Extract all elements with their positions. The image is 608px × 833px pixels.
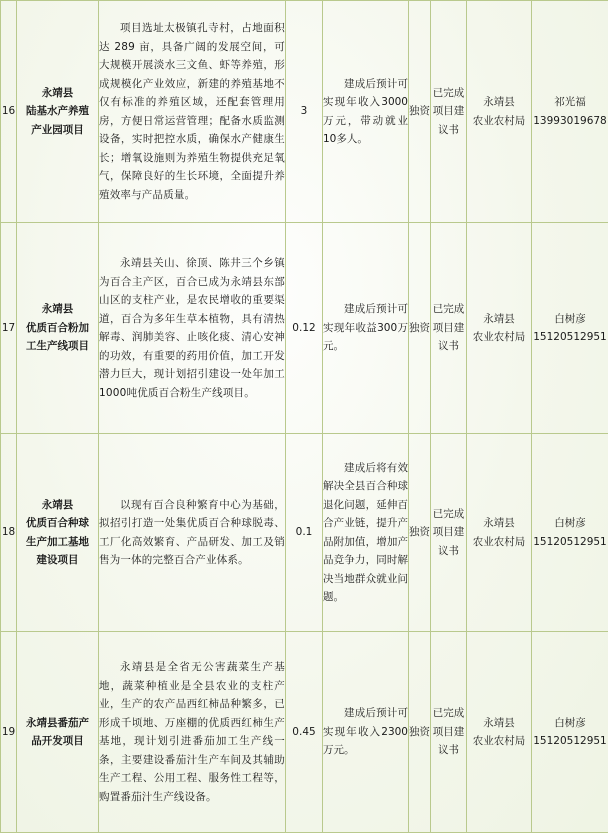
- table-row: [1, 632, 608, 833]
- project-number: 18: [1, 434, 17, 632]
- project-description: 永靖县是全省无公害蔬菜生产基地，蔬菜种植业是全县农业的支柱产业，生产的农产品西红柿品种繁多，已形成千顷地、万座棚的优质西红柿生产基地，现计划引进番茄加工生产线一条，主要建设番茄汁生产车间及其辅助生产工程、公用工程、服务性工程等，购置番茄汁生产线设备。: [99, 632, 286, 833]
- investment-amount: 0.12: [286, 223, 323, 434]
- cooperation-mode: 独资: [409, 1, 431, 223]
- investment-amount: 3: [286, 1, 323, 223]
- contact-phone: 13993019678: [532, 112, 608, 131]
- project-description: 永靖县关山、徐顶、陈井三个乡镇为百合主产区，百合已成为永靖县东部山区的支柱产业，是农民增收的重要渠道，百合为多年生草本植物，具有清热解毒、润肺美容、止咳化痰、清心安神的功效，有重要的药用价值，加工开发潜力巨大，现计划招引建设一处年加工1000吨优质百合粉生产线项目。: [99, 223, 286, 434]
- contact-phone: 15120512951: [532, 533, 608, 552]
- contact-info: [532, 632, 608, 833]
- project-status: 已完成项目建议书: [431, 223, 467, 434]
- expected-benefit: 建成后预计可实现年收益300万元。: [323, 223, 409, 434]
- expected-benefit: 建成后将有效解决全县百合种球退化问题，延伸百合产业链，提升产品附加值，增加产品竞争力，同时解决当地群众就业问题。: [323, 434, 409, 632]
- contact-name: 祁光福: [532, 93, 608, 112]
- expected-benefit: 建成后预计可实现年收入3000万元，带动就业10多人。: [323, 1, 409, 223]
- responsible-unit: 永靖县 农业农村局: [467, 1, 532, 223]
- project-description: 以现有百合良种繁育中心为基础，拟招引打造一处集优质百合种球脱毒、工厂化高效繁育、产品研发、加工及销售为一体的完整百合产业体系。: [99, 434, 286, 632]
- project-name: 永靖县 陆基水产养殖 产业园项目: [17, 1, 99, 223]
- contact-info: [532, 434, 608, 632]
- table-row: [1, 223, 608, 434]
- contact-info: [532, 223, 608, 434]
- expected-benefit: 建成后预计可实现年收入2300万元。: [323, 632, 409, 833]
- cooperation-mode: 独资: [409, 223, 431, 434]
- project-status: 已完成项目建议书: [431, 1, 467, 223]
- responsible-unit: 永靖县 农业农村局: [467, 223, 532, 434]
- contact-name: 白树彦: [532, 714, 608, 733]
- cooperation-mode: 独资: [409, 632, 431, 833]
- investment-amount: 0.45: [286, 632, 323, 833]
- contact-phone: 15120512951: [532, 732, 608, 751]
- project-name: 永靖县 优质百合种球 生产加工基地 建设项目: [17, 434, 99, 632]
- responsible-unit: 永靖县 农业农村局: [467, 434, 532, 632]
- table-row: [1, 434, 608, 632]
- responsible-unit: 永靖县 农业农村局: [467, 632, 532, 833]
- contact-name: 白树彦: [532, 514, 608, 533]
- table-row: [1, 1, 608, 223]
- cooperation-mode: 独资: [409, 434, 431, 632]
- project-name: 永靖县番茄产 品开发项目: [17, 632, 99, 833]
- project-description: 项目选址太极镇孔寺村，占地面积达 289 亩，具备广阔的发展空间，可大规模开展淡水三文鱼、虾等养殖，形成规模化产业效应，新建的养殖基地不仅有标准的养殖区域，还配套管理用房，方便日常运营管理；配备水质监测设备，实时把控水质，确保水产健康生长；增氧设施则为养殖生物提供充足氧气，保障良好的生长环境，全面提升养殖效率与产品质量。: [99, 1, 286, 223]
- investment-amount: 0.1: [286, 434, 323, 632]
- project-number: 16: [1, 1, 17, 223]
- project-status: 已完成项目建议书: [431, 632, 467, 833]
- contact-phone: 15120512951: [532, 328, 608, 347]
- project-name: 永靖县 优质百合粉加 工生产线项目: [17, 223, 99, 434]
- project-status: 已完成项目建议书: [431, 434, 467, 632]
- project-number: 17: [1, 223, 17, 434]
- contact-info: [532, 1, 608, 223]
- project-number: 19: [1, 632, 17, 833]
- contact-name: 白树彦: [532, 310, 608, 329]
